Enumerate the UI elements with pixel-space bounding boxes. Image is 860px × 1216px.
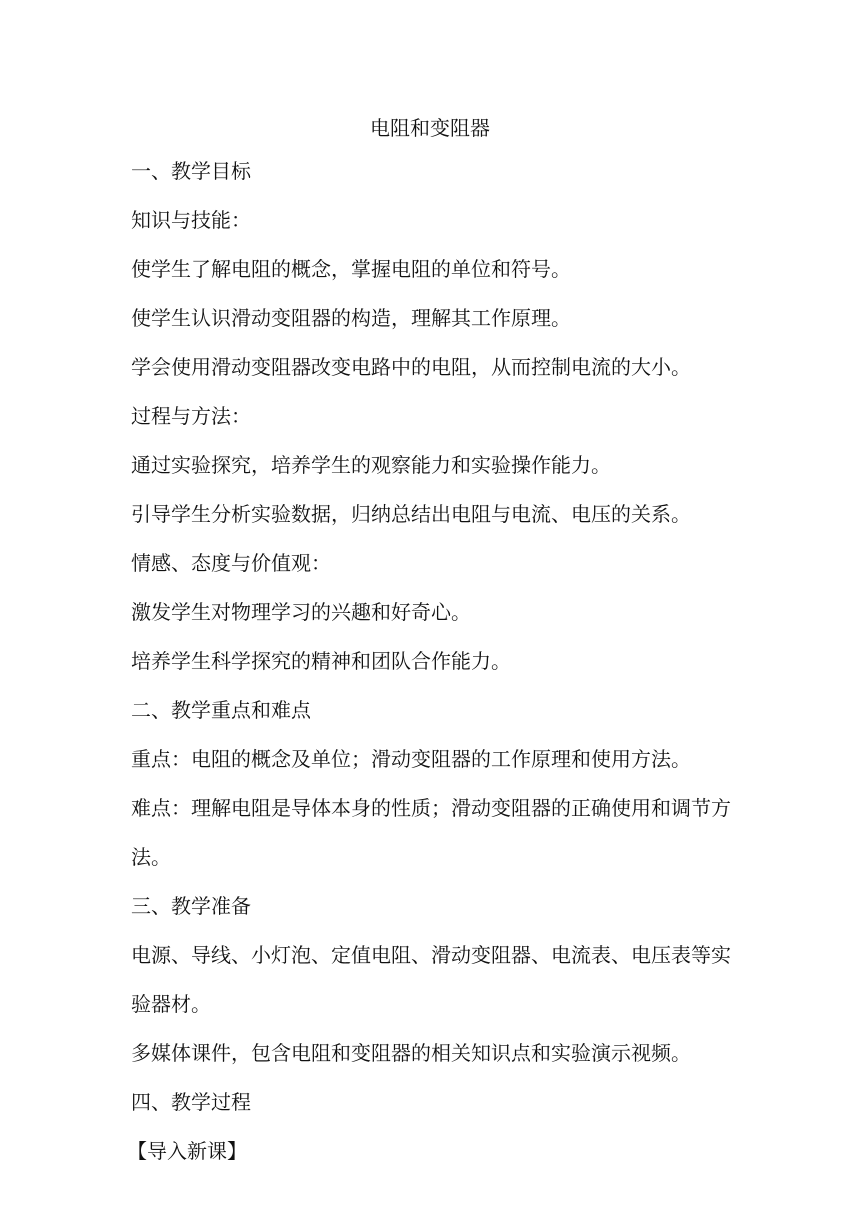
- section-heading-objectives: 一、教学目标: [131, 159, 251, 183]
- document-title: 电阻和变阻器: [370, 116, 490, 140]
- section-heading-process: 四、教学过程: [131, 1090, 251, 1114]
- paragraph: 引导学生分析实验数据，归纳总结出电阻与电流、电压的关系。: [131, 502, 691, 526]
- subheading-knowledge-skills: 知识与技能：: [131, 208, 251, 232]
- paragraph: 培养学生科学探究的精神和团队合作能力。: [131, 649, 511, 673]
- paragraph: 学会使用滑动变阻器改变电路中的电阻，从而控制电流的大小。: [131, 355, 691, 379]
- paragraph: 难点：理解电阻是导体本身的性质；滑动变阻器的正确使用和调节方法。: [131, 796, 731, 869]
- paragraph: 使学生了解电阻的概念，掌握电阻的单位和符号。: [131, 257, 571, 281]
- paragraph: 使学生认识滑动变阻器的构造，理解其工作原理。: [131, 306, 571, 330]
- paragraph: 电源、导线、小灯泡、定值电阻、滑动变阻器、电流表、电压表等实验器材。: [131, 943, 731, 1016]
- subheading-emotion-values: 情感、态度与价值观：: [131, 551, 331, 575]
- subheading-process-method: 过程与方法：: [131, 404, 251, 428]
- paragraph: 多媒体课件，包含电阻和变阻器的相关知识点和实验演示视频。: [131, 1041, 691, 1065]
- subheading-introduction: 【导入新课】: [127, 1139, 247, 1163]
- section-heading-preparation: 三、教学准备: [131, 894, 251, 918]
- paragraph: 通过实验探究，培养学生的观察能力和实验操作能力。: [131, 453, 611, 477]
- document-body: [127, 155, 741, 1184]
- section-heading-key-points: 二、教学重点和难点: [131, 698, 311, 722]
- paragraph: 重点：电阻的概念及单位；滑动变阻器的工作原理和使用方法。: [131, 747, 691, 771]
- paragraph: 激发学生对物理学习的兴趣和好奇心。: [131, 600, 471, 624]
